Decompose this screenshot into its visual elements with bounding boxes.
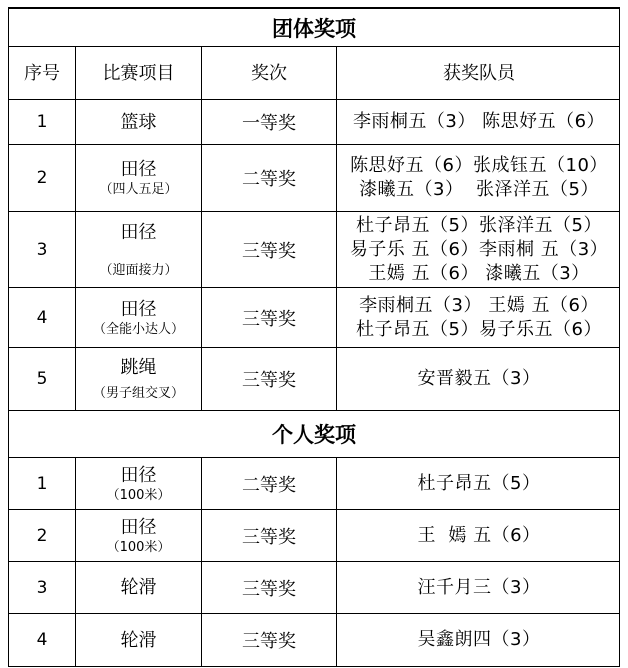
member-line: 王嫣 五（6） 漆曦五（3） <box>368 262 590 284</box>
table-row <box>8 614 620 667</box>
award-cell: 三等奖 <box>202 562 337 613</box>
award-cell: 三等奖 <box>202 288 337 347</box>
event-name: 轮滑 <box>120 629 157 651</box>
member-line: 陈思妤五（6）张成钰五（10） <box>350 155 608 176</box>
event-subtitle: （100米） <box>106 539 171 555</box>
member-line: 李雨桐五（3） 王嫣 五（6） <box>359 294 599 316</box>
event-cell <box>76 145 202 211</box>
member-line: 漆曦五（3） 张泽洋五（5） <box>359 179 599 200</box>
table-row <box>8 288 620 348</box>
members-cell <box>337 212 621 287</box>
member-line: 王 嫣 五（6） <box>417 524 541 546</box>
event-name: 田径 <box>120 159 157 180</box>
members-cell <box>337 510 621 561</box>
event-subtitle: （四人五足） <box>99 182 178 197</box>
row-number: 5 <box>9 348 76 410</box>
award-cell: 二等奖 <box>202 145 337 211</box>
member-line: 杜子昂五（5）张泽洋五（5） <box>356 214 602 236</box>
event-name: 篮球 <box>120 111 157 133</box>
team-section-title: 团体奖项 <box>8 7 620 47</box>
table-row <box>8 100 620 145</box>
table-row <box>8 458 620 510</box>
member-line: 安晋毅五（3） <box>417 368 541 389</box>
event-cell <box>76 212 202 287</box>
row-number: 2 <box>9 510 76 561</box>
table-row <box>8 562 620 614</box>
row-number: 1 <box>9 458 76 509</box>
event-cell <box>76 510 202 561</box>
members-cell <box>337 145 621 211</box>
members-cell <box>337 562 621 613</box>
header-no: 序号 <box>9 47 76 99</box>
member-line: 汪千月三（3） <box>417 576 541 598</box>
row-number: 4 <box>9 614 76 666</box>
event-subtitle: （男子组交叉） <box>92 386 184 401</box>
award-cell: 三等奖 <box>202 212 337 287</box>
header-row <box>8 47 620 100</box>
row-number: 2 <box>9 145 76 211</box>
event-name: 田径 <box>120 464 157 486</box>
event-cell <box>76 100 202 144</box>
members-cell <box>337 614 621 666</box>
member-line: 杜子昂五（5）易子乐五（6） <box>356 318 602 340</box>
row-number: 3 <box>9 212 76 287</box>
individual-section-title: 个人奖项 <box>8 411 620 458</box>
header-award: 奖次 <box>202 47 337 99</box>
members-cell <box>337 100 621 144</box>
row-number: 3 <box>9 562 76 613</box>
member-line: 易子乐 五（6）李雨桐 五（3） <box>349 238 609 260</box>
members-cell <box>337 288 621 347</box>
row-number: 4 <box>9 288 76 347</box>
award-cell: 二等奖 <box>202 458 337 509</box>
event-cell <box>76 458 202 509</box>
table-row <box>8 510 620 562</box>
awards-table <box>8 7 620 667</box>
award-cell: 三等奖 <box>202 614 337 666</box>
event-name: 田径 <box>120 516 157 538</box>
award-cell: 三等奖 <box>202 348 337 410</box>
table-row <box>8 212 620 288</box>
event-cell <box>76 348 202 410</box>
event-cell <box>76 562 202 613</box>
event-subtitle: （100米） <box>106 487 171 503</box>
member-line: 吴鑫朗四（3） <box>417 629 541 650</box>
award-cell: 三等奖 <box>202 510 337 561</box>
members-cell <box>337 458 621 509</box>
event-name: 田径 <box>120 298 157 320</box>
event-name: 田径 <box>120 221 157 243</box>
member-line: 李雨桐五（3） 陈思妤五（6） <box>352 111 606 132</box>
header-event: 比赛项目 <box>76 47 202 99</box>
table-row <box>8 348 620 411</box>
header-members: 获奖队员 <box>443 62 515 84</box>
award-cell: 一等奖 <box>202 100 337 144</box>
event-subtitle: （迎面接力） <box>99 262 178 278</box>
row-number: 1 <box>9 100 76 144</box>
event-subtitle: （全能小达人） <box>92 321 184 337</box>
event-cell <box>76 614 202 666</box>
event-name: 跳绳 <box>120 357 157 378</box>
event-name: 轮滑 <box>120 577 157 598</box>
event-cell <box>76 288 202 347</box>
members-cell <box>337 348 621 410</box>
member-line: 杜子昂五（5） <box>417 472 541 494</box>
table-row <box>8 145 620 212</box>
